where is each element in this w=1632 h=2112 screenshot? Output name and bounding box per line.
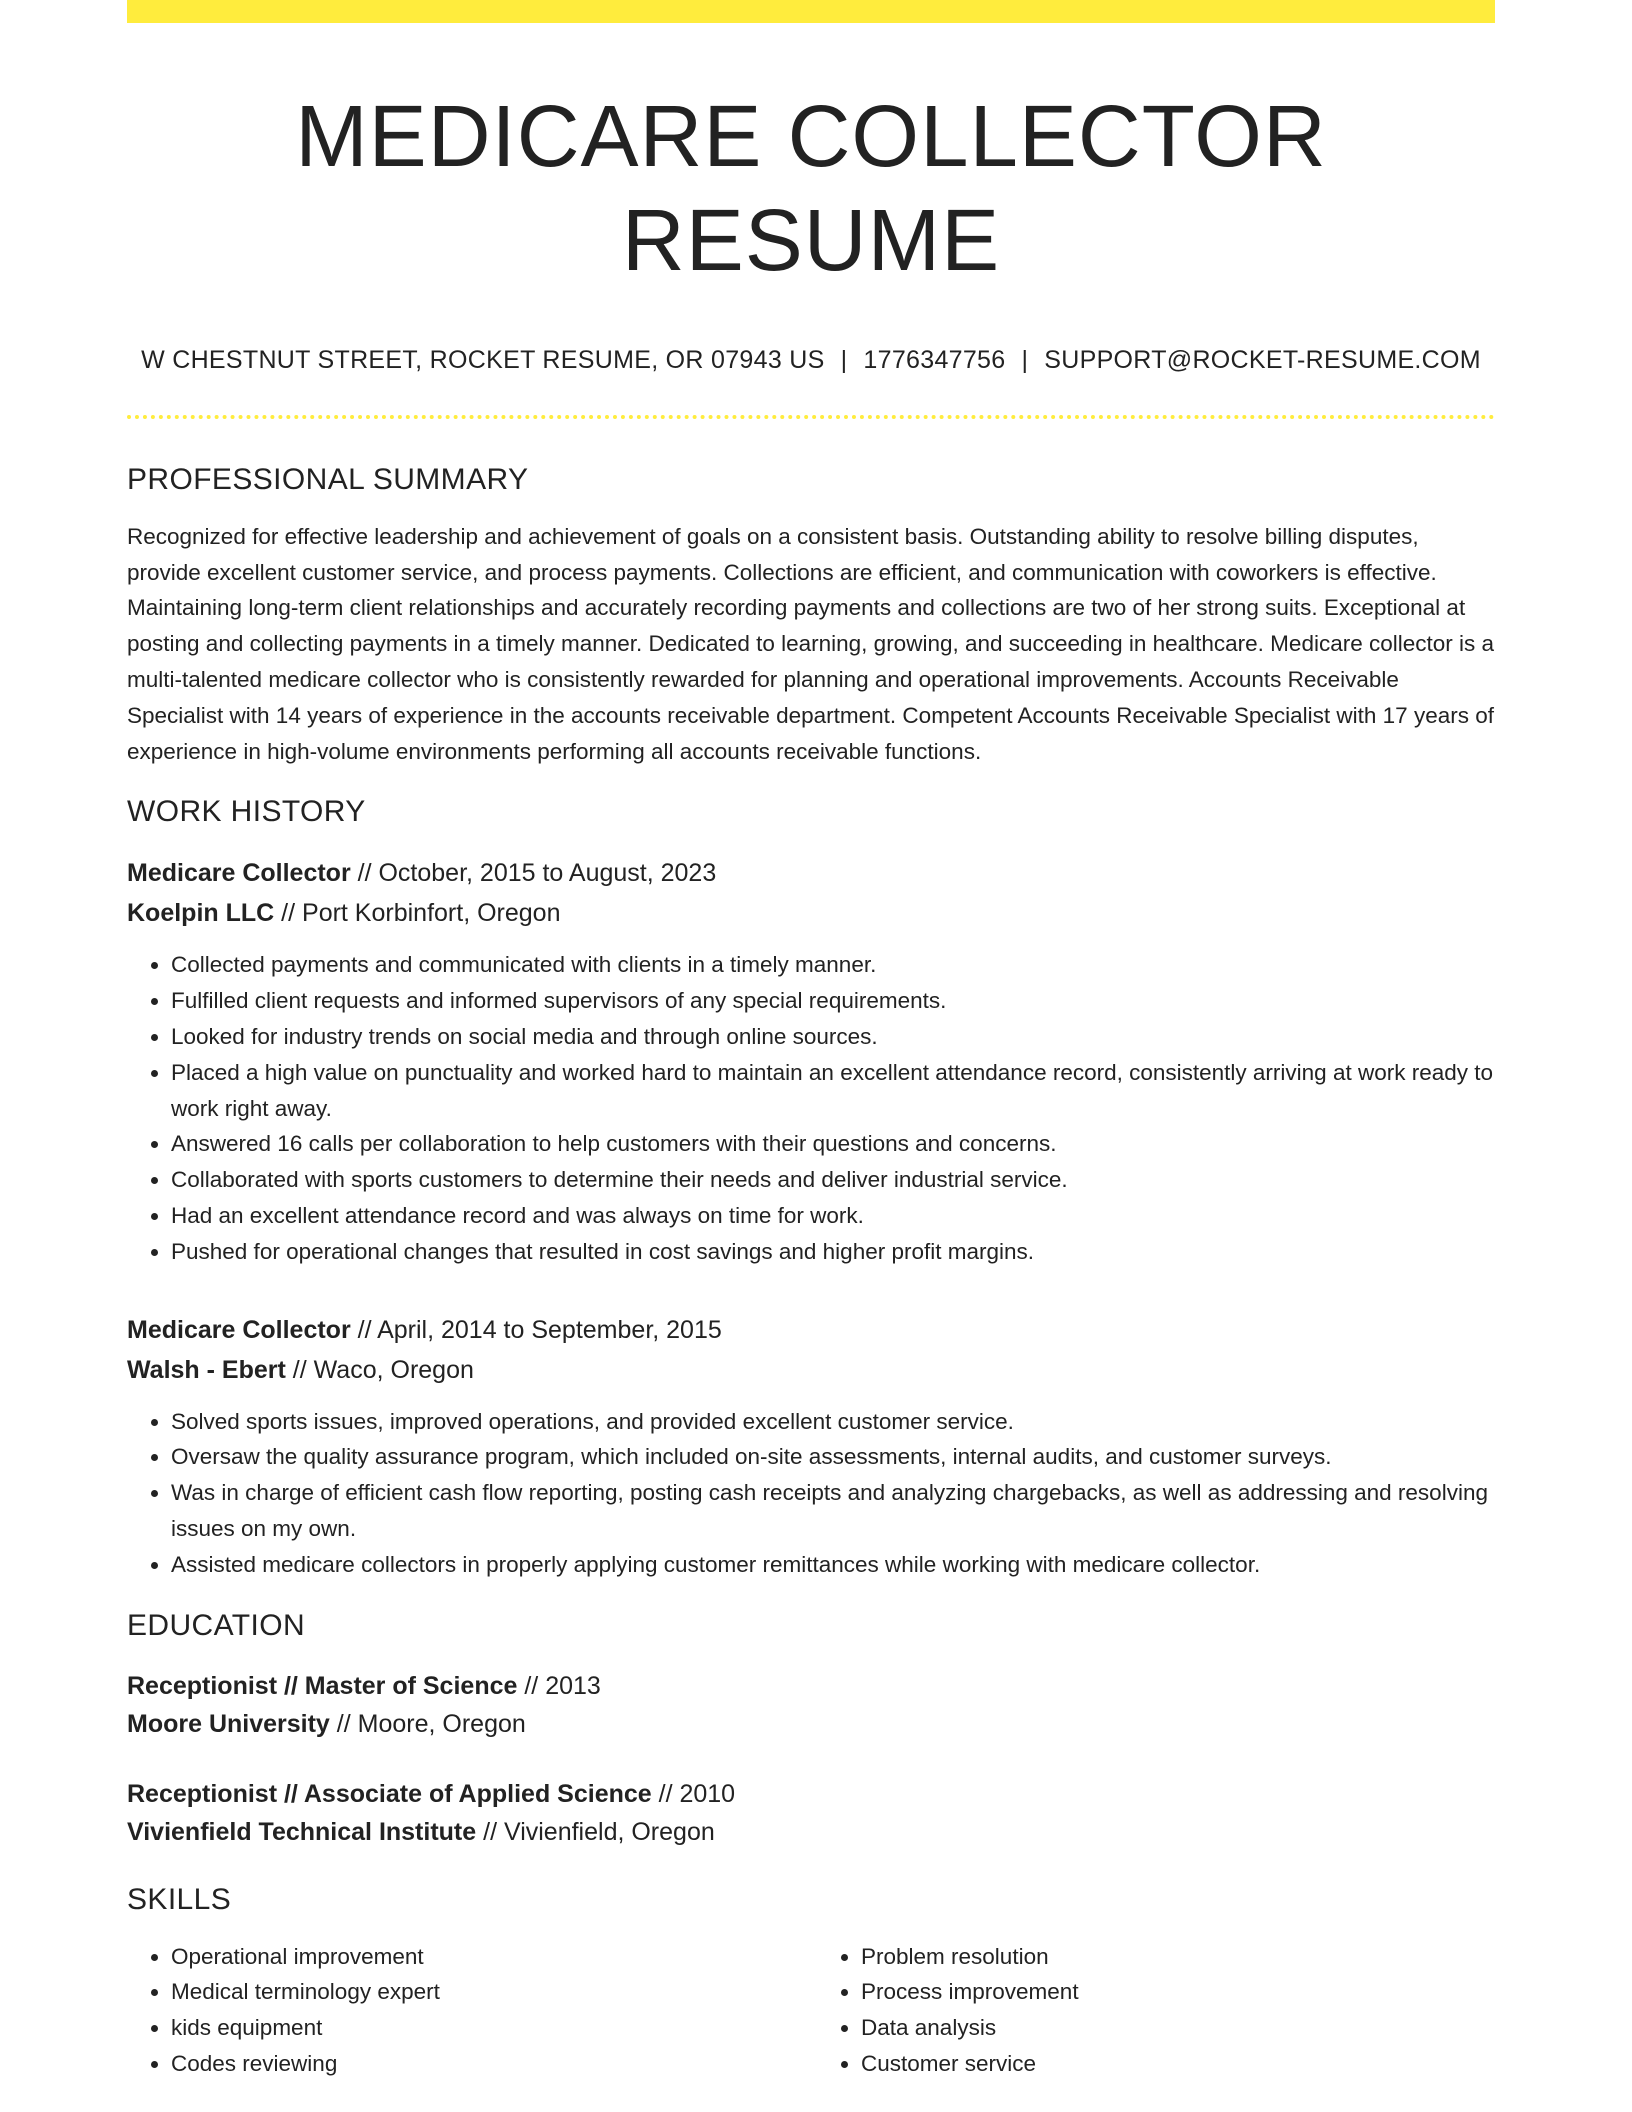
skill-item: • kids equipment (171, 2010, 811, 2046)
education-separator: // (651, 1779, 680, 1808)
resume-page (127, 0, 1495, 2082)
job-entry (127, 853, 1495, 1269)
job-bullets (127, 1404, 1495, 1583)
education-year: 2013 (545, 1671, 601, 1700)
summary-heading: PROFESSIONAL SUMMARY (127, 462, 529, 496)
resume-title: MEDICARE COLLECTOR RESUME (295, 88, 1327, 290)
education-school: Moore University (127, 1709, 330, 1738)
job-dates: October, 2015 to August, 2023 (378, 859, 717, 888)
education-location: Moore, Oregon (357, 1709, 526, 1738)
skill-item: • Process improvement (861, 1974, 1495, 2010)
education-separator: // (329, 1709, 358, 1738)
job-title: Medicare Collector (127, 1315, 351, 1344)
dotted-divider (127, 415, 1495, 419)
job-bullet: • Pushed for operational changes that resulted in cost savings and higher profit margins. (171, 1234, 1495, 1270)
education-heading: EDUCATION (127, 1608, 306, 1642)
job-bullet: • Placed a high value on punctuality and worked hard to maintain an excellent attendance record, consistently arriving at work ready to work right away. (171, 1055, 1495, 1127)
contact-separator: | (1021, 345, 1029, 374)
contact-line (127, 346, 1495, 375)
skill-item: • Data analysis (861, 2010, 1495, 2046)
work-history-heading: WORK HISTORY (127, 795, 366, 829)
education-location: Vivienfield, Oregon (503, 1817, 715, 1846)
job-bullet: • Collaborated with sports customers to determine their needs and deliver industrial service. (171, 1162, 1495, 1198)
skill-item: • Codes reviewing (171, 2046, 811, 2082)
education-degree-line (127, 1775, 1495, 1813)
job-location: Port Korbinfort, Oregon (302, 899, 561, 928)
skills-heading: SKILLS (127, 1882, 232, 1916)
education-degree: Receptionist // Associate of Applied Science (127, 1779, 652, 1808)
job-dates: April, 2014 to September, 2015 (377, 1315, 722, 1344)
job-title: Medicare Collector (127, 859, 351, 888)
education-entry (127, 1667, 1495, 1743)
job-bullet: • Assisted medicare collectors in properly applying customer remittances while working with medicare collector. (171, 1547, 1495, 1583)
job-title-line (127, 1310, 1495, 1350)
job-title-line (127, 853, 1495, 893)
job-bullets (127, 947, 1495, 1269)
job-separator: // (350, 859, 379, 888)
accent-top-bar (127, 0, 1495, 23)
job-separator: // (285, 1355, 314, 1384)
skill-item: • Problem resolution (861, 1939, 1495, 1975)
job-bullet: • Solved sports issues, improved operations, and provided excellent customer service. (171, 1404, 1495, 1440)
contact-phone: 1776347756 (863, 345, 1006, 374)
skills-column-left (127, 1939, 811, 2082)
education-separator: // (517, 1671, 546, 1700)
job-bullet: • Fulfilled client requests and informed supervisors of any special requirements. (171, 983, 1495, 1019)
skill-item: • Medical terminology expert (171, 1974, 811, 2010)
job-entry (127, 1310, 1495, 1583)
job-location: Waco, Oregon (313, 1355, 474, 1384)
job-separator: // (274, 899, 303, 928)
education-degree: Receptionist // Master of Science (127, 1671, 518, 1700)
job-bullet: • Oversaw the quality assurance program, which included on-site assessments, internal audits, and customer surveys. (171, 1439, 1495, 1475)
education-school-line (127, 1705, 1495, 1743)
job-bullet: • Answered 16 calls per collaboration to help customers with their questions and concerns. (171, 1126, 1495, 1162)
job-bullet: • Was in charge of efficient cash flow reporting, posting cash receipts and analyzing chargebacks, as well as addressing and resolving issues on my own. (171, 1475, 1495, 1547)
contact-address: W CHESTNUT STREET, ROCKET RESUME, OR 07943 US (141, 345, 825, 374)
education-separator: // (476, 1817, 504, 1846)
job-company-line (127, 1350, 1495, 1390)
job-company: Koelpin LLC (127, 899, 275, 928)
education-degree-line (127, 1667, 1495, 1705)
education-entry (127, 1775, 1495, 1851)
job-bullet: • Looked for industry trends on social media and through online sources. (171, 1019, 1495, 1055)
job-company: Walsh - Ebert (127, 1355, 286, 1384)
education-school-line (127, 1813, 1495, 1851)
skills-list (127, 1939, 1495, 2082)
summary-text: Recognized for effective leadership and achievement of goals on a consistent basis. Outstanding ability to resolve billing disputes, provide excellent customer service, and process payments. Collections are efficient, and communication with coworkers is effective. Maintaining long-term client relationships and accurately recording payments and collections are two of her strong suits. Exceptional at posting and collecting payments in a timely manner. Dedicated to learning, growing, and succeeding in healthcare. Medicare collector is a multi-talented medicare collector who is consistently rewarded for planning and operational improvements. Accounts Receivable Specialist with 14 years of experience in the accounts receivable department. Competent Accounts Receivable Specialist with 17 years of experience in high-volume environments performing all accounts receivable functions. (127, 523, 1495, 764)
contact-email: SUPPORT@ROCKET-RESUME.COM (1044, 345, 1481, 374)
education-year: 2010 (679, 1779, 736, 1808)
job-separator: // (350, 1315, 378, 1344)
job-bullet: • Had an excellent attendance record and was always on time for work. (171, 1198, 1495, 1234)
job-bullet: • Collected payments and communicated with clients in a timely manner. (171, 947, 1495, 983)
job-company-line (127, 893, 1495, 933)
skill-item: • Operational improvement (171, 1939, 811, 1975)
education-school: Vivienfield Technical Institute (127, 1817, 477, 1846)
skills-column-right (811, 1939, 1495, 2082)
skill-item: • Customer service (861, 2046, 1495, 2082)
contact-separator: | (840, 345, 848, 374)
